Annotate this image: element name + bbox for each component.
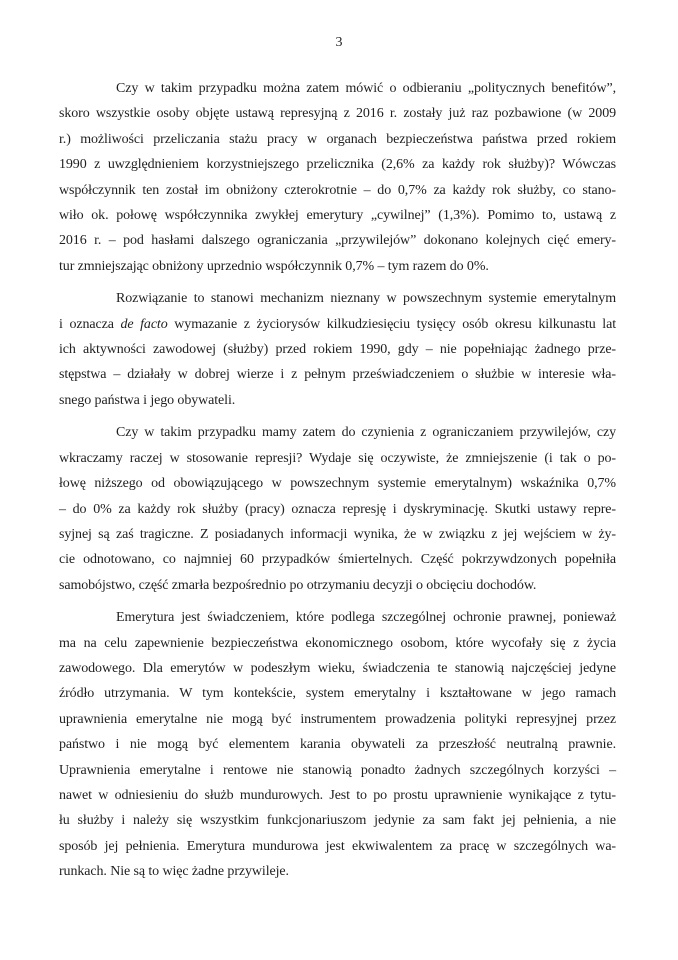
text-line [59,152,616,177]
text-segment: de facto [120,316,168,332]
text-segment: – do 0% za każdy rok służby (pracy) oznacza represję i dyskryminację. Skutki ustawy repre- [59,501,616,517]
text-segment: wiło ok. połowę współczynnika zwykłej emerytury „cywilnej” (1,3%). Pomimo to, ustawą z [59,208,616,224]
text-segment: 1990 z uwzględnieniem korzystniejszego przelicznika (2,6% za każdy rok służby)? Wówczas [59,157,616,173]
text-segment: wkraczamy raczej w stosowanie represji? Wydaje się oczywiste, że zmniejszenie (i tak o po- [59,450,616,466]
text-segment: łu służby i należy się wszystkim funkcjonariuszom jedynie za sam fakt jej pełnienia, a nie [59,813,616,829]
paragraph [59,286,616,413]
text-segment: snego państwa i jego obywateli. [59,392,236,408]
text-line [59,656,616,681]
text-line [59,312,616,337]
text-segment: i oznacza [59,316,121,332]
text-line [59,605,616,630]
text-line [59,76,616,101]
text-line [59,547,616,572]
text-line [59,101,616,126]
text-line [59,337,616,362]
text-segment: tur zmniejszając obniżony uprzednio współczynnik 0,7% – tym razem do 0%. [59,258,489,274]
text-segment: samobójstwo, część zmarła bezpośrednio po otrzymaniu decyzji o obcięciu dochodów. [59,577,537,593]
paragraph [59,420,616,598]
text-segment: uprawnienia emerytalne nie mogą być instrumentem prowadzenia polityki represyjnej przez [59,711,616,727]
text-segment: cie odnotowano, co najmniej 60 przypadków śmiertelnych. Część pokrzywdzonych popełniła [59,552,616,568]
text-line [59,420,616,445]
text-segment: Czy w takim przypadku mamy zatem do czynienia z ograniczaniem przywilejów, czy [116,425,616,441]
text-segment: runkach. Nie są to więc żadne przywileje. [59,864,289,880]
paragraph [59,76,616,279]
page-number: 3 [335,35,343,50]
text-line [59,522,616,547]
text-line [59,228,616,253]
text-line [59,707,616,732]
text-line [59,497,616,522]
text-line [59,127,616,152]
text-line [59,758,616,783]
text-segment: skoro wszystkie osoby objęte ustawą represyjną z 2016 r. zostały już raz pozbawione (w 2009 [59,106,616,122]
text-segment: r.) możliwości przeliczania stażu pracy w organach bezpieczeństwa państwa przed rokiem [59,131,616,147]
text-line [59,286,616,311]
text-segment: łowę niższego od obowiązującego w powszechnym systemie emerytalnym) wskaźnika 0,7% [59,476,616,492]
text-segment: stępstwa – działały w dobrej wierze i z pełnym przeświadczeniem o służbie w interesie wła- [59,367,616,383]
text-line [59,178,616,203]
text-segment: syjnej są zaś tragiczne. Z posiadanych informacji wynika, że w związku z jej wejściem w ży- [59,526,616,542]
text-segment: państwo i nie mogą być elementem karania obywateli za przeszłość neutralną prawnie. [59,737,616,753]
text-line [59,573,616,598]
text-segment: Emerytura jest świadczeniem, które podlega szczególnej ochronie prawnej, ponieważ [116,610,616,626]
text-line [59,446,616,471]
text-segment: sposób jej pełnienia. Emerytura mundurowa jest ekwiwalentem za pracę w szczególnych wa- [59,838,616,854]
text-segment: wymazanie z życiorysów kilkudziesięciu tysięcy osób okresu kilkunastu lat [167,316,616,332]
text-segment: Czy w takim przypadku można zatem mówić o odbieraniu „politycznych benefitów”, [116,81,616,96]
document-body [59,76,616,892]
text-line [59,362,616,387]
text-segment: zawodowego. Dla emerytów w podeszłym wieku, świadczenia te stanowią najczęściej jedyne [59,660,616,676]
text-segment: nawet w odniesieniu do służb mundurowych. Jest to po prostu uprawnienie wynikające z tytu- [59,787,616,803]
text-line [59,808,616,833]
text-line [59,859,616,884]
text-line [59,254,616,279]
text-line [59,631,616,656]
text-line [59,681,616,706]
text-line [59,203,616,228]
text-segment: ich aktywności zawodowej (służby) przed rokiem 1990, gdy – nie popełniając żadnego prze- [59,342,616,358]
text-segment: Rozwiązanie to stanowi mechanizm nieznany w powszechnym systemie emerytalnym [116,291,616,307]
text-line [59,732,616,757]
text-segment: ma na celu zapewnienie bezpieczeństwa ekonomicznego osobom, które wycofały się z życia [59,635,616,651]
text-line [59,388,616,413]
text-segment: Uprawnienia emerytalne i rentowe nie stanowią ponadto żadnych szczególnych korzyści – [59,762,616,778]
text-segment: źródło utrzymania. W tym kontekście, system emerytalny i kształtowane w jego ramach [59,686,616,702]
text-segment: 2016 r. – pod hasłami dalszego ograniczania „przywilejów” dokonano kolejnych cięć emery- [59,233,616,249]
paragraph [59,605,616,884]
text-segment: współczynnik ten został im obniżony czterokrotnie – do 0,7% za każdy rok służby, co stano- [59,182,616,198]
text-line [59,783,616,808]
text-line [59,834,616,859]
text-line [59,471,616,496]
